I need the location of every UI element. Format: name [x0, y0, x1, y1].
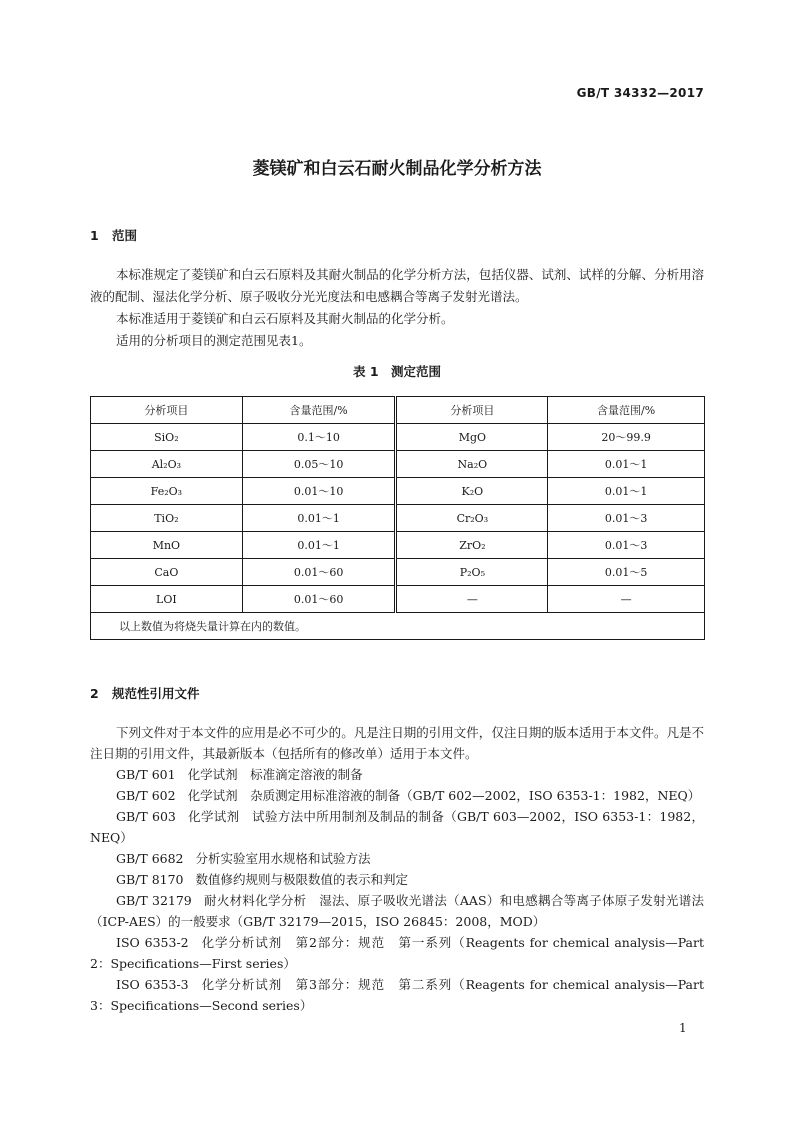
- reference-title: 化学试剂 试验方法中所用制剂及制品的制备（GB/T 603—2002，ISO 6353-1：1982，NEQ）: [90, 809, 704, 845]
- table-row: [91, 451, 705, 478]
- table-cell: Al₂O₃: [91, 451, 243, 478]
- table-cell: 20～99.9: [548, 424, 705, 451]
- document-title: 菱镁矿和白云石耐火制品化学分析方法: [252, 159, 542, 179]
- section-number: 2: [90, 686, 99, 701]
- table-caption: 表 1 测定范围: [352, 364, 442, 379]
- table-cell: 0.01～1: [548, 451, 705, 478]
- reference-title: 耐火材料化学分析 湿法、原子吸收光谱法（AAS）和电感耦合等离子体原子发射光谱法（ICP-AES）的一般要求（GB/T 32179—2015，ISO 26845：2008，MOD）: [90, 893, 704, 929]
- table-cell: 0.1～10: [242, 424, 396, 451]
- scope-paragraph-3: 适用的分析项目的测定范围见表1。: [116, 333, 312, 348]
- reference-title: 化学分析试剂 第2部分：规范 第一系列（Reagents for chemical analysis—Part 2：Specifications—First series）: [90, 935, 704, 971]
- section-title: 范围: [112, 228, 138, 243]
- reference-code: ISO 6353-2: [116, 935, 189, 950]
- table-note: 以上数值为将烧失量计算在内的数值。: [91, 613, 705, 640]
- standard-number: GB/T 34332—2017: [576, 86, 704, 100]
- table-cell: 0.01～1: [242, 505, 396, 532]
- section-number: 1: [90, 228, 99, 243]
- table-header-cell: 分析项目: [91, 397, 243, 424]
- reference-title: 化学试剂 杂质测定用标准溶液的制备（GB/T 602—2002，ISO 6353-1：1982，NEQ）: [187, 788, 701, 803]
- reference-title: 化学分析试剂 第3部分：规范 第二系列（Reagents for chemical analysis—Part 3：Specifications—Second series）: [90, 977, 704, 1013]
- table-cell: MnO: [91, 532, 243, 559]
- normative-references: [90, 722, 704, 1016]
- table-cell: 0.01～1: [242, 532, 396, 559]
- table-cell: LOI: [91, 586, 243, 613]
- table-cell: —: [396, 586, 548, 613]
- table-cell: Cr₂O₃: [396, 505, 548, 532]
- reference-item: [90, 848, 704, 869]
- scope-paragraph-2: 本标准适用于菱镁矿和白云石原料及其耐火制品的化学分析。: [116, 311, 454, 326]
- table-header-row: [91, 397, 705, 424]
- table-cell: MgO: [396, 424, 548, 451]
- reference-item: [90, 806, 704, 848]
- reference-title: 数值修约规则与极限数值的表示和判定: [195, 872, 409, 887]
- section-1-heading: [90, 226, 137, 244]
- table-cell: 0.05～10: [242, 451, 396, 478]
- table-note-row: [91, 613, 705, 640]
- table-row: [91, 478, 705, 505]
- reference-code: GB/T 6682: [116, 851, 184, 866]
- table-header-cell: 含量范围/%: [548, 397, 705, 424]
- reference-code: GB/T 32179: [116, 893, 192, 908]
- table-cell: Fe₂O₃: [91, 478, 243, 505]
- reference-code: ISO 6353-3: [116, 977, 189, 992]
- table-row: [91, 559, 705, 586]
- section-title: 规范性引用文件: [112, 686, 200, 701]
- table-cell: ZrO₂: [396, 532, 548, 559]
- table-cell: TiO₂: [91, 505, 243, 532]
- table-cell: —: [548, 586, 705, 613]
- table-header-cell: 分析项目: [396, 397, 548, 424]
- table-cell: 0.01～60: [242, 559, 396, 586]
- table-cell: 0.01～3: [548, 505, 705, 532]
- scope-paragraph-1: 本标准规定了菱镁矿和白云石原料及其耐火制品的化学分析方法，包括仪器、试剂、试样的分解、分析用溶液的配制、湿法化学分析、原子吸收分光光度法和电感耦合等离子发射光谱法。: [90, 267, 704, 304]
- reference-code: GB/T 601: [116, 767, 176, 782]
- table-cell: 0.01～3: [548, 532, 705, 559]
- reference-item: [90, 932, 704, 974]
- reference-code: GB/T 603: [116, 809, 176, 824]
- table-cell: Na₂O: [396, 451, 548, 478]
- table-header-cell: 含量范围/%: [242, 397, 396, 424]
- table-cell: 0.01～10: [242, 478, 396, 505]
- reference-item: [90, 974, 704, 1016]
- reference-item: [90, 764, 704, 785]
- table-cell: CaO: [91, 559, 243, 586]
- table-cell: 0.01～1: [548, 478, 705, 505]
- table-cell: 0.01～5: [548, 559, 705, 586]
- reference-title: 分析实验室用水规格和试验方法: [195, 851, 371, 866]
- reference-item: [90, 890, 704, 932]
- table-row: [91, 586, 705, 613]
- reference-item: [90, 785, 704, 806]
- reference-title: 化学试剂 标准滴定溶液的制备: [187, 767, 363, 782]
- section-2-heading: [90, 684, 200, 702]
- table-row: [91, 532, 705, 559]
- reference-code: GB/T 8170: [116, 872, 184, 887]
- table-row: [91, 505, 705, 532]
- table-cell: K₂O: [396, 478, 548, 505]
- table-cell: SiO₂: [91, 424, 243, 451]
- reference-item: [90, 869, 704, 890]
- references-intro: 下列文件对于本文件的应用是必不可少的。凡是注日期的引用文件，仅注日期的版本适用于本文件。凡是不注日期的引用文件，其最新版本（包括所有的修改单）适用于本文件。: [90, 725, 704, 761]
- page-number: 1: [679, 1021, 687, 1035]
- reference-code: GB/T 602: [116, 788, 176, 803]
- table-cell: P₂O₅: [396, 559, 548, 586]
- table-cell: 0.01～60: [242, 586, 396, 613]
- table-row: [91, 424, 705, 451]
- measurement-range-table: [90, 396, 705, 640]
